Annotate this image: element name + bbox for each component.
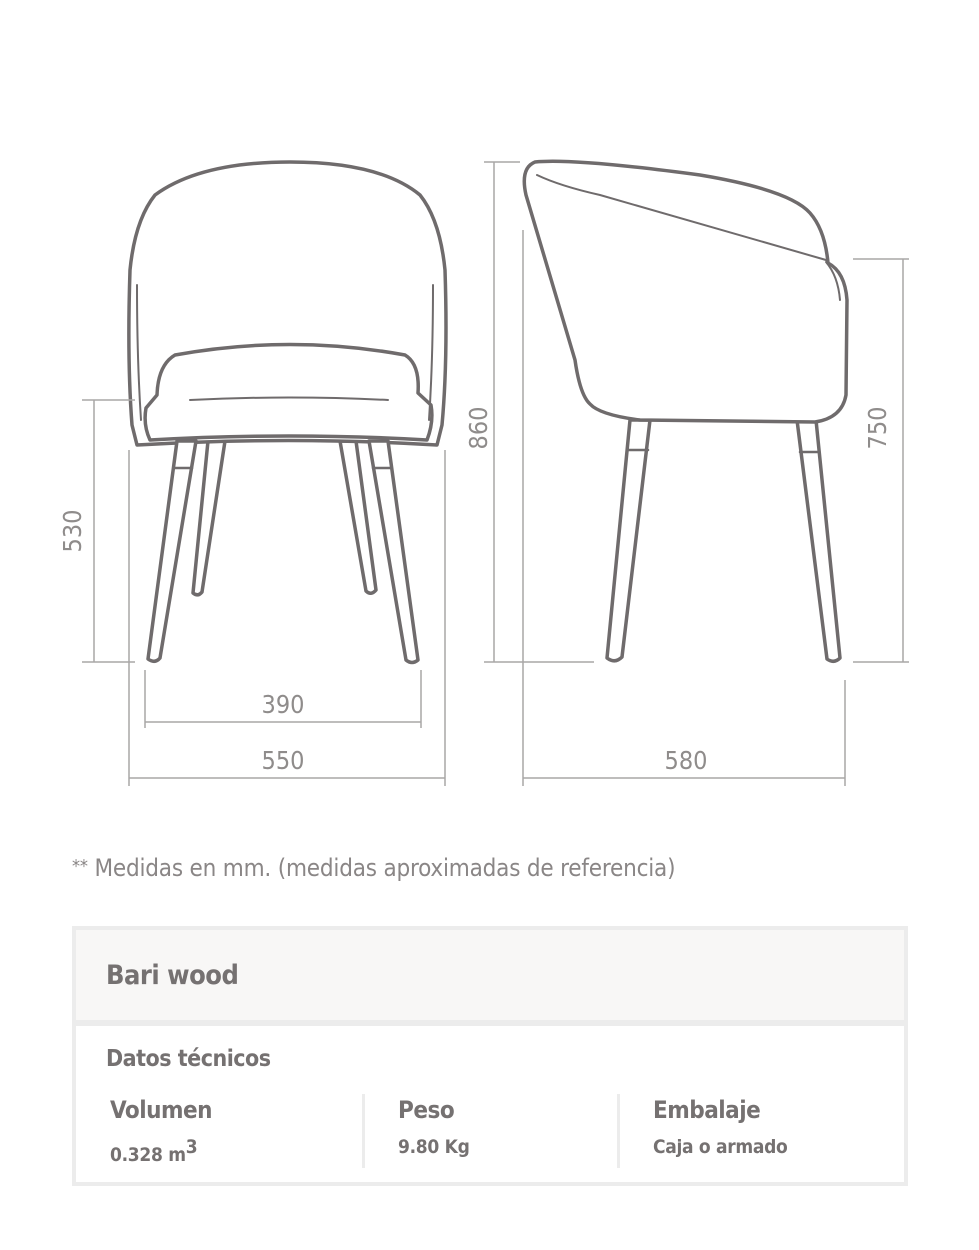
product-spec-card <box>72 926 908 1186</box>
measurement-note <box>72 854 675 882</box>
product-name: Bari wood <box>106 960 239 991</box>
note-text: Medidas en mm. (medidas aproximadas de referencia) <box>94 854 676 882</box>
dim-label-side-height: 860 <box>464 406 493 450</box>
volume-unit-superscript: 3 <box>185 1136 198 1158</box>
front-view-front-left-leg <box>148 441 196 661</box>
spec-weight-value: 9.80 Kg <box>398 1136 470 1158</box>
spec-volume-label: Volumen <box>110 1096 213 1124</box>
side-view-back-leg <box>797 420 840 661</box>
spec-packaging-value: Caja o armado <box>653 1136 788 1158</box>
spec-packaging <box>653 1096 788 1158</box>
spec-packaging-label: Embalaje <box>653 1096 761 1124</box>
front-view-back-left-leg <box>193 441 225 595</box>
spec-volume <box>110 1096 212 1166</box>
spec-volume-value: 0.328 $m^3$ <box>110 1136 198 1166</box>
dim-label-side-depth: 580 <box>664 746 708 775</box>
dim-label-front-width: 550 <box>261 746 305 775</box>
side-view-front-leg <box>607 420 650 661</box>
technical-data-title: Datos técnicos <box>106 1046 271 1072</box>
note-stars: ** <box>72 856 88 877</box>
dim-label-side-arm-height: 750 <box>863 406 892 450</box>
spec-divider <box>617 1094 620 1168</box>
chair-front-view <box>129 162 446 663</box>
spec-weight <box>398 1096 470 1158</box>
dim-label-front-inner-width: 390 <box>261 690 305 719</box>
chair-side-view <box>524 161 847 661</box>
side-view-shell <box>524 161 847 422</box>
front-view-front-right-leg <box>369 441 418 663</box>
front-view-seat-cushion <box>145 345 432 441</box>
spec-divider <box>362 1094 365 1168</box>
spec-weight-label: Peso <box>398 1096 455 1124</box>
dim-label-front-seat-height: 530 <box>58 509 87 553</box>
front-view-back-right-leg <box>340 441 376 593</box>
product-card-header <box>76 930 904 1026</box>
